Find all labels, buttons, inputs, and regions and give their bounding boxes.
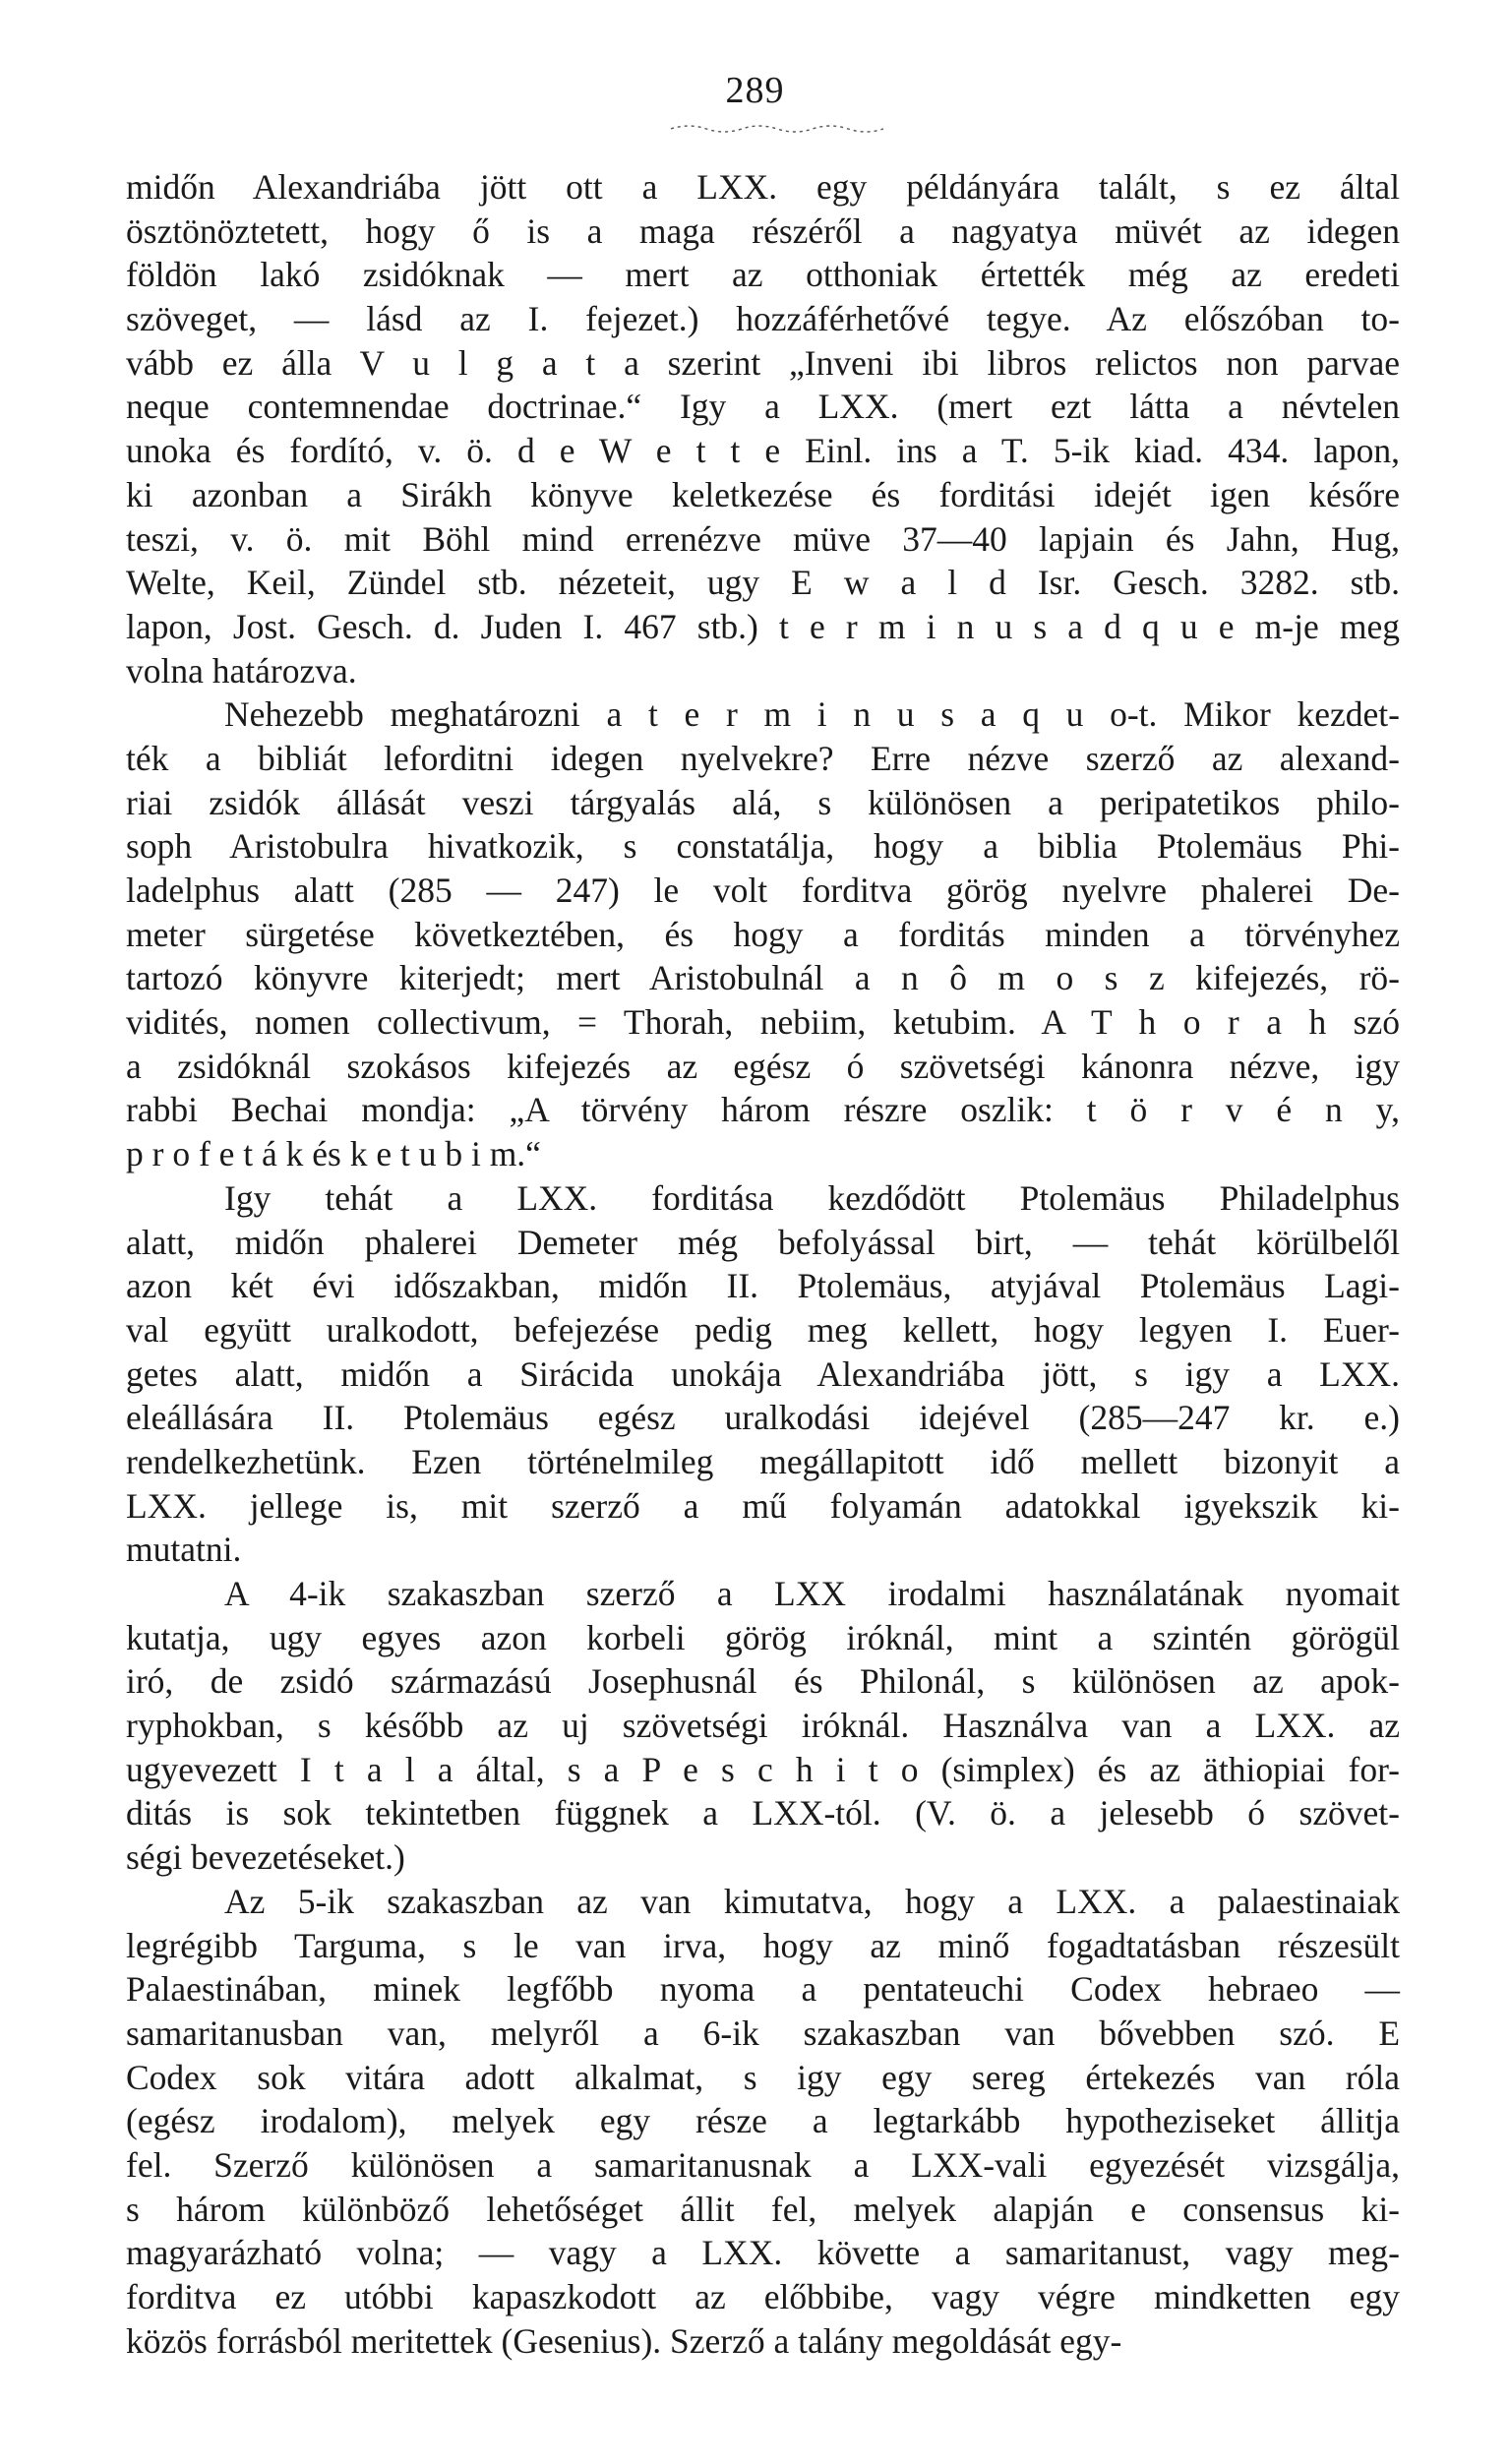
text-line: LXX. jellege is, mit szerző a mű folyamán adatokkal igyekszik ki- — [126, 1485, 1400, 1526]
text-line: samaritanusban van, melyről a 6-ik szakaszban van bővebben szó. E — [126, 2013, 1400, 2053]
text-line: azon két évi időszakban, midőn II. Ptolemäus, atyjával Ptolemäus Lagi- — [126, 1266, 1400, 1306]
text-line: ték a bibliát leforditni idegen nyelvekre? Erre nézve szerző az alexand- — [126, 738, 1400, 778]
paragraph — [126, 1572, 1400, 1880]
text-line: ugyevezett I t a l a által, s a P e s c h i t o (simplex) és az äthiopiai for- — [126, 1749, 1400, 1789]
paragraph — [126, 692, 1400, 1176]
body-text — [126, 165, 1400, 2363]
text-line: val együtt uralkodott, befejezése pedig meg kellett, hogy legyen I. Euer- — [126, 1309, 1400, 1350]
text-line: a zsidóknál szokásos kifejezés az egész ó szövetségi kánonra nézve, igy — [126, 1046, 1400, 1086]
text-line: legrégibb Targuma, s le van irva, hogy az minő fogadtatásban részesült — [126, 1925, 1400, 1965]
text-line: alatt, midőn phalerei Demeter még befolyással birt, — tehát körülbelől — [126, 1222, 1400, 1262]
text-line: Codex sok vitára adott alkalmat, s igy egy sereg értekezés van róla — [126, 2057, 1400, 2097]
text-line: vább ez álla V u l g a t a szerint „Inveni ibi libros relictos non parvae — [126, 342, 1400, 383]
text-line: rabbi Bechai mondja: „A törvény három részre oszlik: t ö r v é n y, — [126, 1090, 1400, 1130]
text-line: A 4-ik szakaszban szerző a LXX irodalmi használatának nyomait — [224, 1574, 1400, 1613]
text-line: eleállására II. Ptolemäus egész uralkodási idejével (285—247 kr. e.) — [126, 1398, 1400, 1438]
text-line: s három különböző lehetőséget állit fel, melyek alapján e consensus ki- — [126, 2189, 1400, 2229]
paragraph — [126, 1880, 1400, 2364]
text-line: ryphokban, s később az uj szövetségi iróknál. Használva van a LXX. az — [126, 1706, 1400, 1746]
text-line: getes alatt, midőn a Sirácida unokája Alexandriába jött, s igy a LXX. — [126, 1353, 1400, 1394]
text-line: Palaestinában, minek legfőbb nyoma a pentateuchi Codex hebraeo — — [126, 1969, 1400, 2010]
text-line: ladelphus alatt (285 — 247) le volt forditva görög nyelvre phalerei De- — [126, 871, 1400, 910]
text-line: forditva ez utóbbi kapaszkodott az előbbibe, vagy végre mindketten egy — [126, 2277, 1400, 2316]
text-line: rendelkezhetünk. Ezen történelmileg megállapitott idő mellett bizonyit a — [126, 1441, 1400, 1481]
text-line: fel. Szerző különösen a samaritanusnak a LXX-vali egyezését vizsgálja, — [126, 2144, 1400, 2185]
text-line: midőn Alexandriába jött ott a LXX. egy példányára talált, s ez által — [126, 167, 1400, 207]
text-line: ki azonban a Sirákh könyve keletkezése és forditási idejét igen későre — [126, 474, 1400, 514]
text-line: iró, de zsidó származású Josephusnál és Philonál, s különösen az apok- — [126, 1661, 1400, 1702]
text-line: kutatja, ugy egyes azon korbeli görög iróknál, mint a szintén görögül — [126, 1617, 1400, 1657]
text-line: lapon, Jost. Gesch. d. Juden I. 467 stb.) t e r m i n u s a d q u e m-je meg — [126, 606, 1400, 646]
text-line: neque contemnendae doctrinae.“ Igy a LXX. (mert ezt látta a névtelen — [126, 387, 1400, 427]
text-line: mutatni. — [126, 1530, 242, 1570]
text-line: ségi bevezetéseket.) — [126, 1837, 405, 1878]
text-line: szöveget, — lásd az I. fejezet.) hozzáférhetővé tegye. Az előszóban to- — [126, 299, 1400, 339]
text-line: magyarázható volna; — vagy a LXX. követte a samaritanust, vagy meg- — [126, 2233, 1400, 2273]
text-line: p r o f e t á k és k e t u b i m.“ — [126, 1134, 541, 1174]
text-line: ösztönöztetett, hogy ő is a maga részéről a nagyatya müvét az idegen — [126, 210, 1400, 251]
text-line: Welte, Keil, Zündel stb. nézeteit, ugy E w a l d Isr. Gesch. 3282. stb. — [126, 563, 1400, 603]
text-line: tartozó könyvre kiterjedt; mert Aristobulnál a n ô m o s z kifejezés, rö- — [126, 958, 1400, 998]
text-line: Nehezebb meghatározni a t e r m i n u s a q u o-t. Mikor kezdet- — [224, 694, 1400, 735]
ornament-divider — [669, 120, 895, 134]
text-line: meter sürgetése következtében, és hogy a forditás minden a törvényhez — [126, 914, 1400, 954]
text-line: soph Aristobulra hivatkozik, s constatálja, hogy a biblia Ptolemäus Phi- — [126, 826, 1400, 867]
text-line: teszi, v. ö. mit Böhl mind errenézve müve 37—40 lapjain és Jahn, Hug, — [126, 518, 1400, 559]
text-line: Igy tehát a LXX. forditása kezdődött Ptolemäus Philadelphus — [224, 1177, 1400, 1218]
text-line: unoka és fordító, v. ö. d e W e t t e Einl. ins a T. 5-ik kiad. 434. lapon, — [126, 431, 1400, 471]
text-line: földön lakó zsidóknak — mert az otthoniak értették még az eredeti — [126, 255, 1400, 295]
paragraph — [126, 1176, 1400, 1572]
text-line: volna határozva. — [126, 650, 357, 691]
text-line: közös forrásból meritettek (Gesenius). Szerző a talány megoldását egy- — [126, 2320, 1122, 2361]
text-line: (egész irodalom), melyek egy része a legtarkább hypotheziseket állitja — [126, 2101, 1400, 2141]
text-line: Az 5-ik szakaszban az van kimutatva, hogy a LXX. a palaestinaiak — [224, 1881, 1400, 1921]
paragraph — [126, 165, 1400, 692]
page-number: 289 — [725, 70, 785, 111]
text-line: riai zsidók állását veszi tárgyalás alá, s különösen a peripatetikos philo- — [126, 782, 1400, 822]
text-line: vidités, nomen collectivum, = Thorah, nebiim, ketubim. A T h o r a h szó — [126, 1002, 1400, 1043]
text-line: ditás is sok tekintetben függnek a LXX-tól. (V. ö. a jelesebb ó szövet- — [126, 1793, 1400, 1833]
